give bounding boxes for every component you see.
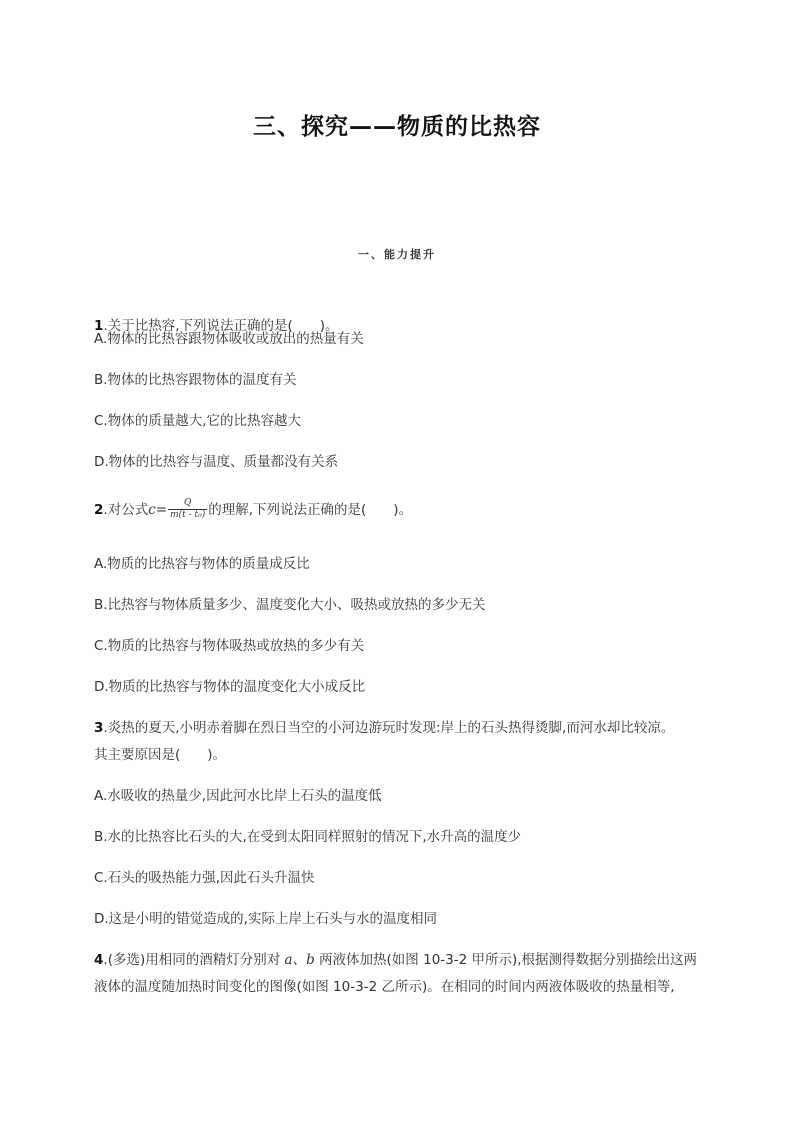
question-3-option-c: C.石头的吸热能力强,因此石头升温快	[94, 870, 315, 886]
question-2-option-a: A.物质的比热容与物体的质量成反比	[94, 556, 310, 572]
variable-a: a	[284, 952, 293, 968]
question-2-option-c: C.物质的比热容与物体吸热或放热的多少有关	[94, 638, 365, 654]
question-number: 2	[94, 502, 104, 518]
separator: 、	[292, 952, 307, 968]
question-2-option-d: D.物质的比热容与物体的温度变化大小成反比	[94, 679, 366, 695]
question-1-option-d: D.物体的比热容与温度、质量都没有关系	[94, 454, 339, 470]
question-3-stem	[94, 716, 674, 736]
question-2-stem	[94, 498, 412, 522]
question-3-option-a: A.水吸收的热量少,因此河水比岸上石头的温度低	[94, 788, 382, 804]
question-1-option-b: B.物体的比热容跟物体的温度有关	[94, 372, 297, 388]
question-number: 4	[94, 952, 104, 968]
question-4-stem-continued: 液体的温度随加热时间变化的图像(如图 10-3-2 乙所示)。在相同的时间内两液体吸收的热量相等,	[94, 979, 675, 995]
question-1-option-c: C.物体的质量越大,它的比热容越大	[94, 413, 302, 429]
formula-lhs: c=	[148, 502, 168, 518]
question-text: .(多选)用相同的酒精灯分别对	[103, 952, 285, 968]
question-text: 两液体加热(如图 10-3-2 甲所示),根据测得数据分别描绘出这两	[314, 952, 698, 968]
variable-b: b	[306, 952, 315, 968]
question-text: .关于比热容,下列说法正确的是( )。	[103, 318, 339, 334]
question-4-stem	[94, 948, 697, 968]
formula-denominator: m(t - t₀)	[170, 509, 206, 520]
question-number: 3	[94, 720, 104, 736]
question-1-option-a: A.物体的比热容跟物体吸收或放出的热量有关	[94, 331, 364, 347]
question-3-option-d: D.这是小明的错觉造成的,实际上岸上石头与水的温度相同	[94, 911, 437, 927]
question-number: 1	[94, 318, 104, 334]
question-2-option-b: B.比热容与物体质量多少、温度变化大小、吸热或放热的多少无关	[94, 597, 486, 613]
formula-fraction	[168, 498, 207, 521]
page-title: 三、探究——物质的比热容	[253, 114, 541, 140]
formula-numerator: Q	[183, 497, 192, 508]
section-heading: 一、能力提升	[358, 248, 436, 261]
question-text: .炎热的夏天,小明赤着脚在烈日当空的小河边游玩时发现:岸上的石头热得烫脚,而河水却比较凉。	[103, 720, 675, 736]
question-text: .对公式	[103, 502, 149, 518]
question-3-stem-continued: 其主要原因是( )。	[94, 747, 227, 763]
question-3-option-b: B.水的比热容比石头的大,在受到太阳同样照射的情况下,水升高的温度少	[94, 829, 522, 845]
question-text: 的理解,下列说法正确的是( )。	[208, 502, 413, 518]
